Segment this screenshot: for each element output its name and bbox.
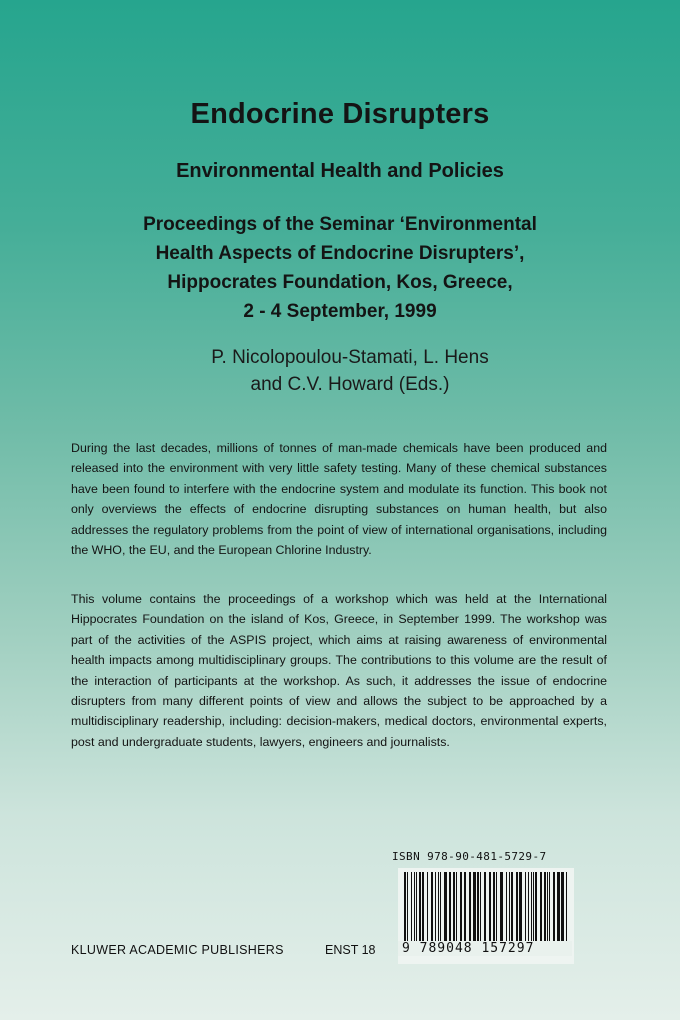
isbn-label: ISBN 978-90-481-5729-7 — [392, 850, 547, 863]
barcode-bar — [469, 872, 471, 942]
barcode-bar — [489, 872, 491, 942]
barcode-bar — [407, 872, 408, 948]
blurb-paragraph-2: This volume contains the proceedings of a workshop which was held at the International Hippocrates Foundation on the island of Kos, Greece, in September 1999. The workshop was part of the activities of the ASPIS project, which aims at raising awareness of environmental health impacts among multidisciplinary groups. The contributions to this volume are the result of the interaction of participants at the workshop. As such, it addresses the issue of endocrine disrupters from many different points of view and allows the subject to be approached by a multidisciplinary readership, including: decision-makers, medical doctors, environmental experts, post and undergraduate students, lawyers, engineers and journalists. — [71, 592, 607, 749]
barcode-bar — [419, 872, 421, 942]
barcode-bar — [404, 872, 406, 948]
barcode-bar — [444, 872, 447, 942]
barcode-bar — [484, 872, 486, 948]
barcode-bar — [480, 872, 481, 942]
barcode-bar — [547, 872, 548, 942]
barcode-bar — [566, 872, 567, 948]
series-code: ENST 18 — [325, 943, 376, 957]
book-subtitle: Environmental Health and Policies — [176, 160, 504, 182]
barcode-bar — [549, 872, 550, 942]
barcode-bar — [431, 872, 433, 942]
barcode-bar — [519, 872, 522, 942]
barcode-bar — [440, 872, 441, 942]
publisher-name: KLUWER ACADEMIC PUBLISHERS — [71, 943, 284, 957]
barcode-bar — [453, 872, 455, 942]
barcode-bar — [473, 872, 476, 942]
barcode-bar — [456, 872, 457, 942]
proceedings-line: Health Aspects of Endocrine Disrupters’, — [155, 243, 525, 264]
barcode-bar — [411, 872, 412, 942]
barcode-bar — [493, 872, 495, 942]
barcode-bar — [516, 872, 518, 942]
barcode-bar — [506, 872, 507, 942]
barcode-bar — [422, 872, 424, 942]
barcode-bar — [553, 872, 555, 942]
barcode-bar — [561, 872, 564, 942]
editors-line: and C.V. Howard (Eds.) — [250, 374, 450, 395]
barcode-bar — [477, 872, 479, 942]
book-title: Endocrine Disrupters — [190, 98, 490, 130]
barcode-bar — [435, 872, 436, 942]
editors-line: P. Nicolopoulou-Stamati, L. Hens — [211, 347, 489, 368]
proceedings-line: Hippocrates Foundation, Kos, Greece, — [167, 272, 513, 293]
barcode-bar — [449, 872, 451, 942]
proceedings-line: Proceedings of the Seminar ‘Environmental — [143, 214, 537, 235]
barcode-bar — [496, 872, 497, 942]
barcode-bar — [557, 872, 560, 942]
proceedings-line: 2 - 4 September, 1999 — [243, 301, 437, 322]
barcode-bar — [535, 872, 537, 942]
barcode-bar — [531, 872, 532, 942]
barcode-bar — [464, 872, 466, 942]
barcode-bar — [533, 872, 534, 942]
barcode-bar — [511, 872, 513, 942]
barcode-bar — [414, 872, 415, 942]
proceedings-statement — [0, 210, 680, 326]
barcode-bar — [528, 872, 529, 942]
barcode-bar — [427, 872, 428, 942]
barcode-bar — [500, 872, 503, 942]
editors — [0, 344, 680, 398]
barcode-bar — [509, 872, 510, 942]
barcode-bar — [416, 872, 417, 942]
blurb-paragraph-1: During the last decades, millions of tonnes of man-made chemicals have been produced and released into the environment with very little safety testing. Many of these chemical substances have been found to interfere with the endocrine system and modulate its function. This book not only overviews the effects of endocrine disrupting substances on human health, but also addresses the regulatory problems from the point of view of international organisations, including the WHO, the EU, and the European Chlorine Industry. — [71, 441, 607, 558]
barcode-bar — [438, 872, 439, 942]
barcode-bar — [540, 872, 542, 942]
barcode-bar — [544, 872, 546, 942]
barcode-digits: 9 789048 157297 — [398, 941, 572, 956]
barcode-bar — [525, 872, 526, 942]
barcode-bar — [460, 872, 462, 942]
